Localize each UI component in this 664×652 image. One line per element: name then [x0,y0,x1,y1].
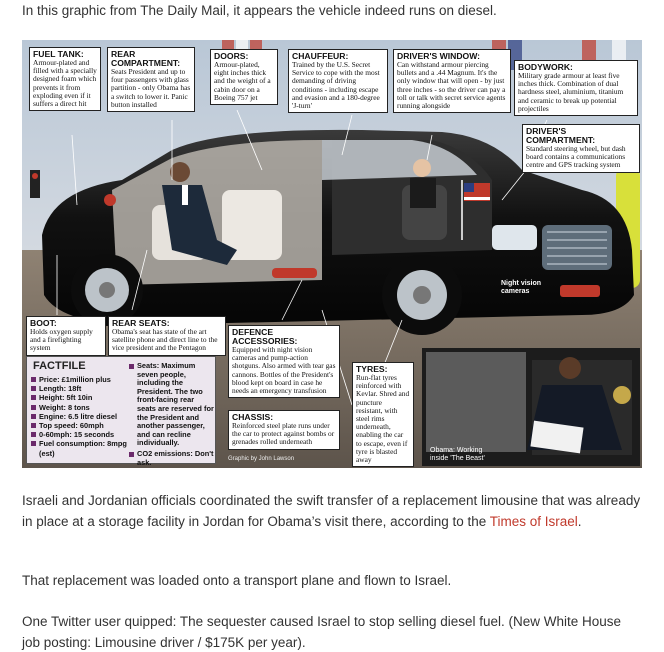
spec-price: Price: £1million plus [39,375,111,384]
note-co2: CO2 emissions: Don't ask. [137,448,214,467]
night-vision-label: Night vision cameras [501,280,542,295]
factfile-spec [31,393,127,402]
callout-heading: CHAUFFEUR: [292,51,349,61]
factfile-spec [31,375,127,384]
callout-body: Armour-plated and filled with a specially designed foam which prevents it from exploding even if it suffers a direct hit [33,58,97,109]
callout-heading: BOOT: [30,318,57,328]
spec-top-speed: Top speed: 60mph [39,421,104,431]
callout-heading: DRIVER'S WINDOW: [397,51,481,61]
callout-body: Reinforced steel plate runs under the car to protect against bombs or grenades rolled underneath [232,421,335,447]
spec-engine: Engine: 6.5 litre diesel [39,411,118,421]
callout-heading: BODYWORK: [518,62,573,72]
callout-drivers-compartment [522,124,640,173]
callout-heading: DOORS: [214,51,249,61]
factfile-specs [31,375,127,458]
callout-rear-compartment [107,47,195,112]
photo-caption: Obama: Working inside 'The Beast' [430,447,485,462]
callout-body: Armour-plated, eight inches thick and the weight of a cabin door on a Boeing 757 jet [214,60,271,102]
factfile-spec [31,430,127,439]
factfile-note [129,362,215,448]
callout-drivers-window [393,49,511,113]
callout-body: Equipped with night vision cameras and pump-action shotguns. Also armed with tear gas cannons. Bottles of the President's blood kept on board in case he needs an emergency transfusion [232,345,336,396]
callout-heading: REAR COMPARTMENT: [111,49,181,68]
callout-rear-seats [108,316,226,356]
factfile-box [26,356,216,467]
spec-height: Height: 5ft 10in [39,393,93,403]
callout-defence-accessories [228,325,340,398]
callout-heading: CHASSIS: [232,412,274,422]
note-seats: Seats: Maximum seven people, including the President. The two front-facing rear seats are reserved for the President and another passenger, and can recline individually. [137,361,214,448]
factfile-spec [31,412,127,421]
callout-body: Run-flat tyres reinforced with Kevlar. Shred and puncture resistant, with steel rims underneath, enabling the car to escape, even if tyre is blasted away [356,373,410,465]
callout-body: Military grade armour at least five inches thick. Combination of dual hardness steel, aluminium, titanium and ceramic to break up potential projectiles [518,71,624,113]
paragraph-3: One Twitter user quipped: The sequester caused Israel to stop selling diesel fuel. (New White House job posting: Limousine driver / $175K per year). [22,614,622,650]
callout-boot [26,316,106,356]
spec-weight: Weight: 8 tons [39,402,90,412]
spec-acceleration: 0-60mph: 15 seconds [39,430,115,440]
paragraph-text: . [577,514,582,529]
factfile-title: FACTFILE [33,360,86,372]
factfile-notes [129,362,215,467]
graphic-credit: Graphic by John Lawson [228,456,295,462]
callout-heading: DRIVER'S COMPARTMENT: [526,126,596,145]
paragraph-text: Israeli and Jordanian officials coordinated the swift transfer of a replacement limousine that was already in place at a storage facility in Jordan for Obama’s visit there, according to the [22,493,641,529]
callout-body: Obama's seat has state of the art satellite phone and direct line to the vice president and the Pentagon [112,327,218,353]
factfile-spec [31,384,127,393]
limousine-infographic [22,40,642,468]
callout-heading: DEFENCE ACCESSORIES: [232,327,298,346]
factfile-note [129,450,215,467]
callout-heading: FUEL TANK: [33,49,84,59]
callout-chassis [228,410,340,450]
intro-text: In this graphic from The Daily Mail, it appears the vehicle indeed runs on diesel. [22,3,497,18]
callout-bodywork [514,60,638,116]
callout-heading: REAR SEATS: [112,318,170,328]
factfile-spec [31,439,127,457]
callout-heading: TYRES: [356,364,388,374]
callout-doors [210,49,278,105]
callout-fuel-tank [29,47,101,111]
spec-fuel: Fuel consumption: 8mpg (est) [39,439,127,458]
callout-chauffeur [288,49,388,113]
callout-body: Trained by the U.S. Secret Service to cope with the most demanding of driving conditions - including escape and evasion and a 180-degree 'J-turn' [292,60,380,111]
callout-body: Holds oxygen supply and a firefighting system [30,327,93,353]
callout-body: Can withstand armour piercing bullets and a .44 Magnum. It's the only window that will open - by just three inches - so the driver can pay a toll or talk with secret service agents running alongside [397,60,506,111]
paragraph-1 [22,490,642,532]
factfile-spec [31,421,127,430]
spec-length: Length: 18ft [39,384,82,394]
callout-body: Seats President and up to four passengers with glass partition - only Obama has a switch to lower it. Panic button installed [111,67,191,109]
times-of-israel-link[interactable]: Times of Israel [489,514,578,529]
factfile-spec [31,403,127,412]
callout-body: Standard steering wheel, but dash board contains a communications centre and GPS tracking system [526,144,626,170]
paragraph-2: That replacement was loaded onto a transport plane and flown to Israel. [22,573,452,588]
callout-tyres [352,362,414,467]
